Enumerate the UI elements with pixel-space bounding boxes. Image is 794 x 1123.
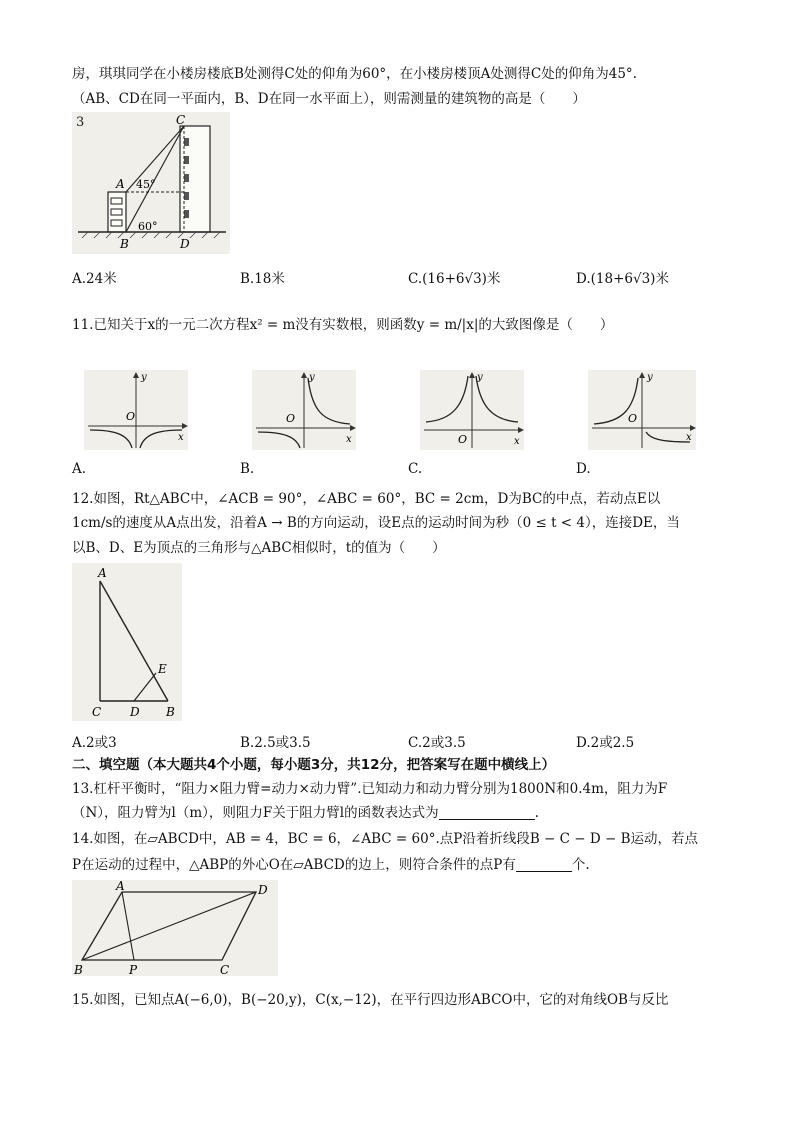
q10-option-d[interactable]: D.(18+6√3)米 (576, 271, 669, 287)
q11-graph-c (420, 370, 524, 450)
q12-option-a[interactable]: A.2或3 (72, 735, 117, 751)
q12-line1: 12.如图，Rt△ABC中，∠ACB = 90°，∠ABC = 60°，BC = 2cm，D为BC的中点，若动点E以 (72, 491, 661, 507)
q13-line2-text: （N），阻力臂为l（m），则阻力F关于阻力臂l的函数表达式为 (72, 805, 439, 821)
q12-label-c: C (92, 705, 102, 719)
q11-graph-b (252, 370, 356, 450)
q12-label-e: E (158, 662, 167, 676)
q10-fig-num: 3 (76, 115, 85, 130)
q11-graph-a (84, 370, 188, 450)
q12-line2: 1cm/s的速度从A点出发，沿着A → B的方向运动，设E点的运动时间为秒（0 ≤ t < 4），连接DE，当 (72, 515, 680, 531)
q14-label-p: P (129, 963, 138, 976)
q11a-origin: O (126, 410, 136, 423)
q10-line1: 房，琪琪同学在小楼房楼底B处测得C处的仰角为60°，在小楼房楼顶A处测得C处的仰角为45°. (72, 66, 637, 82)
q11c-x-label: x (514, 436, 520, 447)
q10-option-c[interactable]: C.(16+6√3)米 (408, 271, 501, 287)
q14-label-d: D (258, 883, 268, 897)
q10-figure (72, 112, 230, 254)
q11d-origin: O (628, 412, 638, 425)
q14-line2-text: P在运动的过程中，△ABP的外心O在▱ABCD的边上，则符合条件的点P有 (72, 857, 516, 873)
q11b-y-label: y (309, 372, 315, 383)
q14-label-a: A (116, 880, 125, 893)
q11-option-a[interactable]: A. (72, 461, 87, 477)
q14-answer-blank[interactable] (516, 857, 572, 872)
q10-option-a[interactable]: A.24米 (72, 271, 117, 287)
q13-line1: 13.杠杆平衡时，“阻力×阻力臂=动力×动力臂”.已知动力和动力臂分别为1800N和0.4m，阻力为F (72, 781, 668, 797)
q12-option-b[interactable]: B.2.5或3.5 (240, 735, 311, 751)
q14-figure (72, 880, 278, 976)
q11-graph-d (588, 370, 696, 450)
q12-label-d: D (130, 705, 140, 719)
q11-option-b[interactable]: B. (240, 461, 255, 477)
q12-option-c[interactable]: C.2或3.5 (408, 735, 466, 751)
q12-options (72, 731, 722, 753)
q11b-origin: O (286, 412, 296, 425)
q15-line1: 15.如图，已知点A(−6,0)，B(−20,y)，C(x,−12)，在平行四边形ABCO中，它的对角线OB与反比 (72, 992, 669, 1008)
q11-option-d[interactable]: D. (576, 461, 591, 477)
q14-parallelogram-diagram (72, 880, 278, 976)
q12-triangle-diagram (72, 563, 182, 721)
q11d-y-label: y (647, 372, 653, 383)
q10-label-60: 60° (138, 220, 158, 233)
q10-options (72, 267, 722, 289)
q13-line2-end: . (534, 805, 539, 821)
q11-option-c[interactable]: C. (408, 461, 423, 477)
q10-label-b: B (120, 237, 129, 251)
q11a-x-label: x (178, 432, 184, 443)
q12-figure (72, 563, 182, 721)
q10-label-d: D (180, 237, 190, 251)
q11b-x-label: x (346, 434, 352, 445)
q10-building-diagram (72, 112, 230, 254)
q12-line3: 以B、D、E为顶点的三角形与△ABC相似时，t的值为（ ） (72, 540, 446, 556)
q10-option-b[interactable]: B.18米 (240, 271, 285, 287)
q11d-x-label: x (686, 432, 692, 443)
q10-label-c: C (176, 113, 186, 127)
q12-label-a: A (98, 566, 107, 580)
q12-label-b: B (166, 705, 175, 719)
q11a-y-label: y (141, 372, 147, 383)
section-title-fill-in: 二、填空题（本大题共4个小题，每小题3分，共12分，把答案写在题中横线上） (72, 757, 556, 773)
q10-label-a: A (116, 177, 125, 191)
q11c-origin: O (458, 433, 468, 446)
q14-line2-end: 个. (571, 857, 590, 873)
q14-line1: 14.如图，在▱ABCD中，AB = 4，BC = 6，∠ABC = 60°.点P沿着折线段B − C − D − B运动，若点 (72, 831, 698, 847)
q11c-y-label: y (477, 372, 483, 383)
q12-option-d[interactable]: D.2或2.5 (576, 735, 635, 751)
q14-line2 (72, 855, 722, 875)
q10-label-45: 45° (136, 178, 156, 191)
q14-label-b: B (74, 963, 83, 976)
q10-line2: （AB、CD在同一平面内，B、D在同一水平面上），则需测量的建筑物的高是（ ） (72, 91, 586, 107)
q13-answer-blank[interactable] (439, 805, 535, 820)
q13-line2 (72, 803, 722, 823)
q11-text: 11.已知关于x的一元二次方程x² = m没有实数根，则函数y = m/|x|的大致图像是（ ） (72, 317, 614, 333)
q14-label-c: C (220, 963, 230, 976)
